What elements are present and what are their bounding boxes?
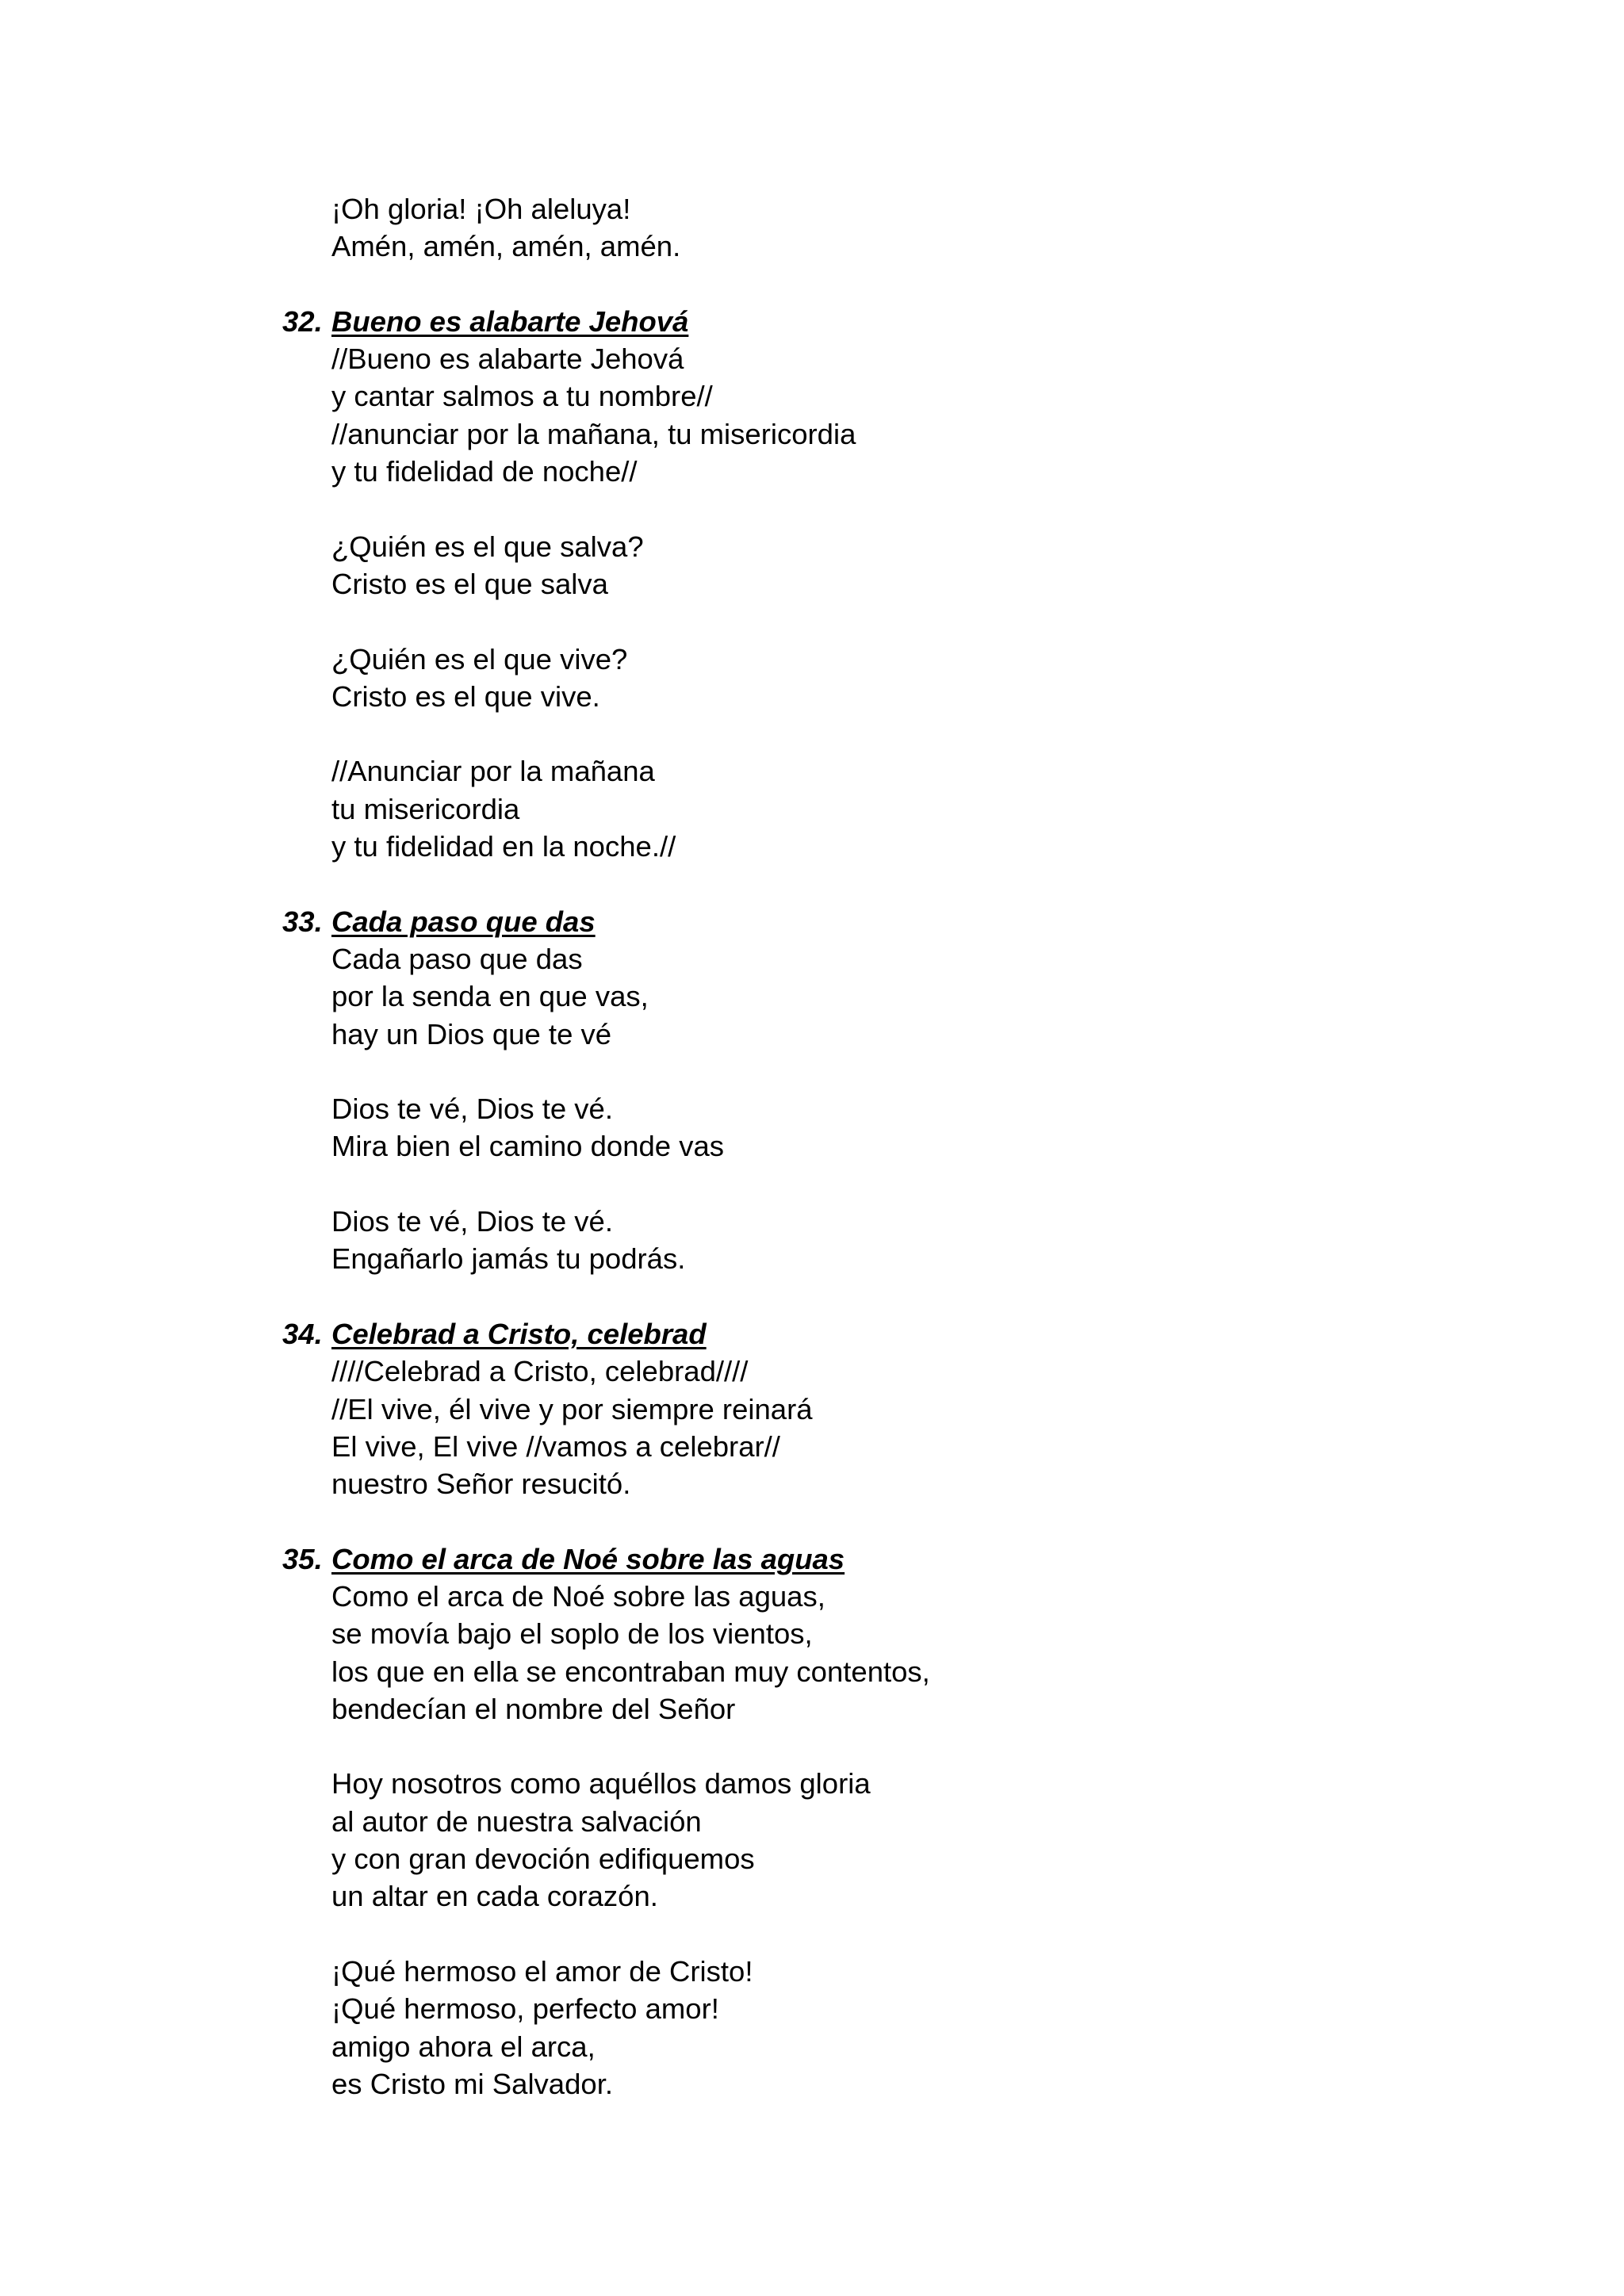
stanza-gap: [282, 603, 1472, 640]
stanza-gap: [282, 490, 1472, 527]
lyric-line: Dios te vé, Dios te vé.: [331, 1205, 614, 1238]
song-number: 32.: [282, 304, 323, 338]
stanza-gap: [282, 266, 1472, 303]
song-title: [282, 303, 1472, 340]
lyric-line: ¡Qué hermoso, perfecto amor!: [331, 1992, 719, 2026]
lyric-line: tu misericordia: [331, 792, 520, 825]
lyric-line: //anunciar por la mañana, tu misericordia: [331, 417, 856, 450]
lyric-line: y tu fidelidad en la noche.//: [331, 830, 676, 863]
lyric-line: es Cristo mi Salvador.: [331, 2067, 613, 2100]
opening-line: ¡Oh gloria! ¡Oh aleluya!: [331, 193, 631, 225]
lyric-line: los que en ella se encontraban muy contentos,: [331, 1655, 930, 1688]
stanza-gap: [282, 1915, 1472, 1953]
lyric-line: ¿Quién es el que vive?: [331, 642, 628, 675]
opening-line: Amén, amén, amén, amén.: [331, 230, 681, 263]
stanza-gap: [282, 1728, 1472, 1765]
lyric-line: hay un Dios que te vé: [331, 1017, 612, 1050]
lyric-line: ////Celebrad a Cristo, celebrad////: [331, 1355, 749, 1388]
song-title: [282, 1540, 1472, 1578]
stanza-gap: [282, 715, 1472, 752]
lyric-line: al autor de nuestra salvación: [331, 1804, 702, 1838]
song-name: Como el arca de Noé sobre las aguas: [331, 1542, 845, 1575]
stanza-gap: [282, 1502, 1472, 1540]
song-number: 34.: [282, 1317, 323, 1350]
lyric-line: Como el arca de Noé sobre las aguas,: [331, 1579, 825, 1613]
song-name: Cada paso que das: [331, 905, 596, 938]
lyric-line: nuestro Señor resucitó.: [331, 1468, 631, 1501]
lyric-line: El vive, El vive //vamos a celebrar//: [331, 1429, 780, 1463]
song-name: Bueno es alabarte Jehová: [331, 304, 689, 338]
lyric-line: y con gran devoción edifiquemos: [331, 1843, 755, 1876]
lyric-line: Engañarlo jamás tu podrás.: [331, 1242, 686, 1276]
lyric-line: y cantar salmos a tu nombre//: [331, 380, 713, 413]
lyric-line: Cristo es el que salva: [331, 567, 608, 600]
lyric-line: bendecían el nombre del Señor: [331, 1692, 736, 1725]
lyric-line: //El vive, él vive y por siempre reinará: [331, 1392, 813, 1425]
stanza-gap: [282, 1053, 1472, 1090]
lyric-line: ¡Qué hermoso el amor de Cristo!: [331, 1954, 753, 1988]
lyric-line: //Bueno es alabarte Jehová: [331, 342, 684, 376]
lyric-line: amigo ahora el arca,: [331, 2030, 596, 2063]
song-title: [282, 1315, 1472, 1353]
lyric-line: Mira bien el camino donde vas: [331, 1130, 725, 1163]
stanza-gap: [282, 1165, 1472, 1203]
lyric-line: y tu fidelidad de noche//: [331, 455, 638, 488]
lyric-line: por la senda en que vas,: [331, 980, 649, 1013]
lyric-line: Cristo es el que vive.: [331, 679, 600, 713]
lyric-line: Dios te vé, Dios te vé.: [331, 1093, 614, 1126]
songbook-content: [282, 190, 1472, 2103]
lyric-line: se movía bajo el soplo de los vientos,: [331, 1617, 813, 1651]
lyric-line: //Anunciar por la mañana: [331, 755, 655, 788]
stanza-gap: [282, 1278, 1472, 1315]
stanza-gap: [282, 865, 1472, 902]
song-number: 35.: [282, 1542, 323, 1575]
lyric-line: ¿Quién es el que salva?: [331, 530, 644, 563]
song-name: Celebrad a Cristo, celebrad: [331, 1317, 707, 1350]
lyric-line: Cada paso que das: [331, 942, 583, 975]
lyric-line: un altar en cada corazón.: [331, 1880, 658, 1913]
lyric-line: Hoy nosotros como aquéllos damos gloria: [331, 1767, 871, 1800]
song-title: [282, 903, 1472, 940]
song-number: 33.: [282, 905, 323, 938]
